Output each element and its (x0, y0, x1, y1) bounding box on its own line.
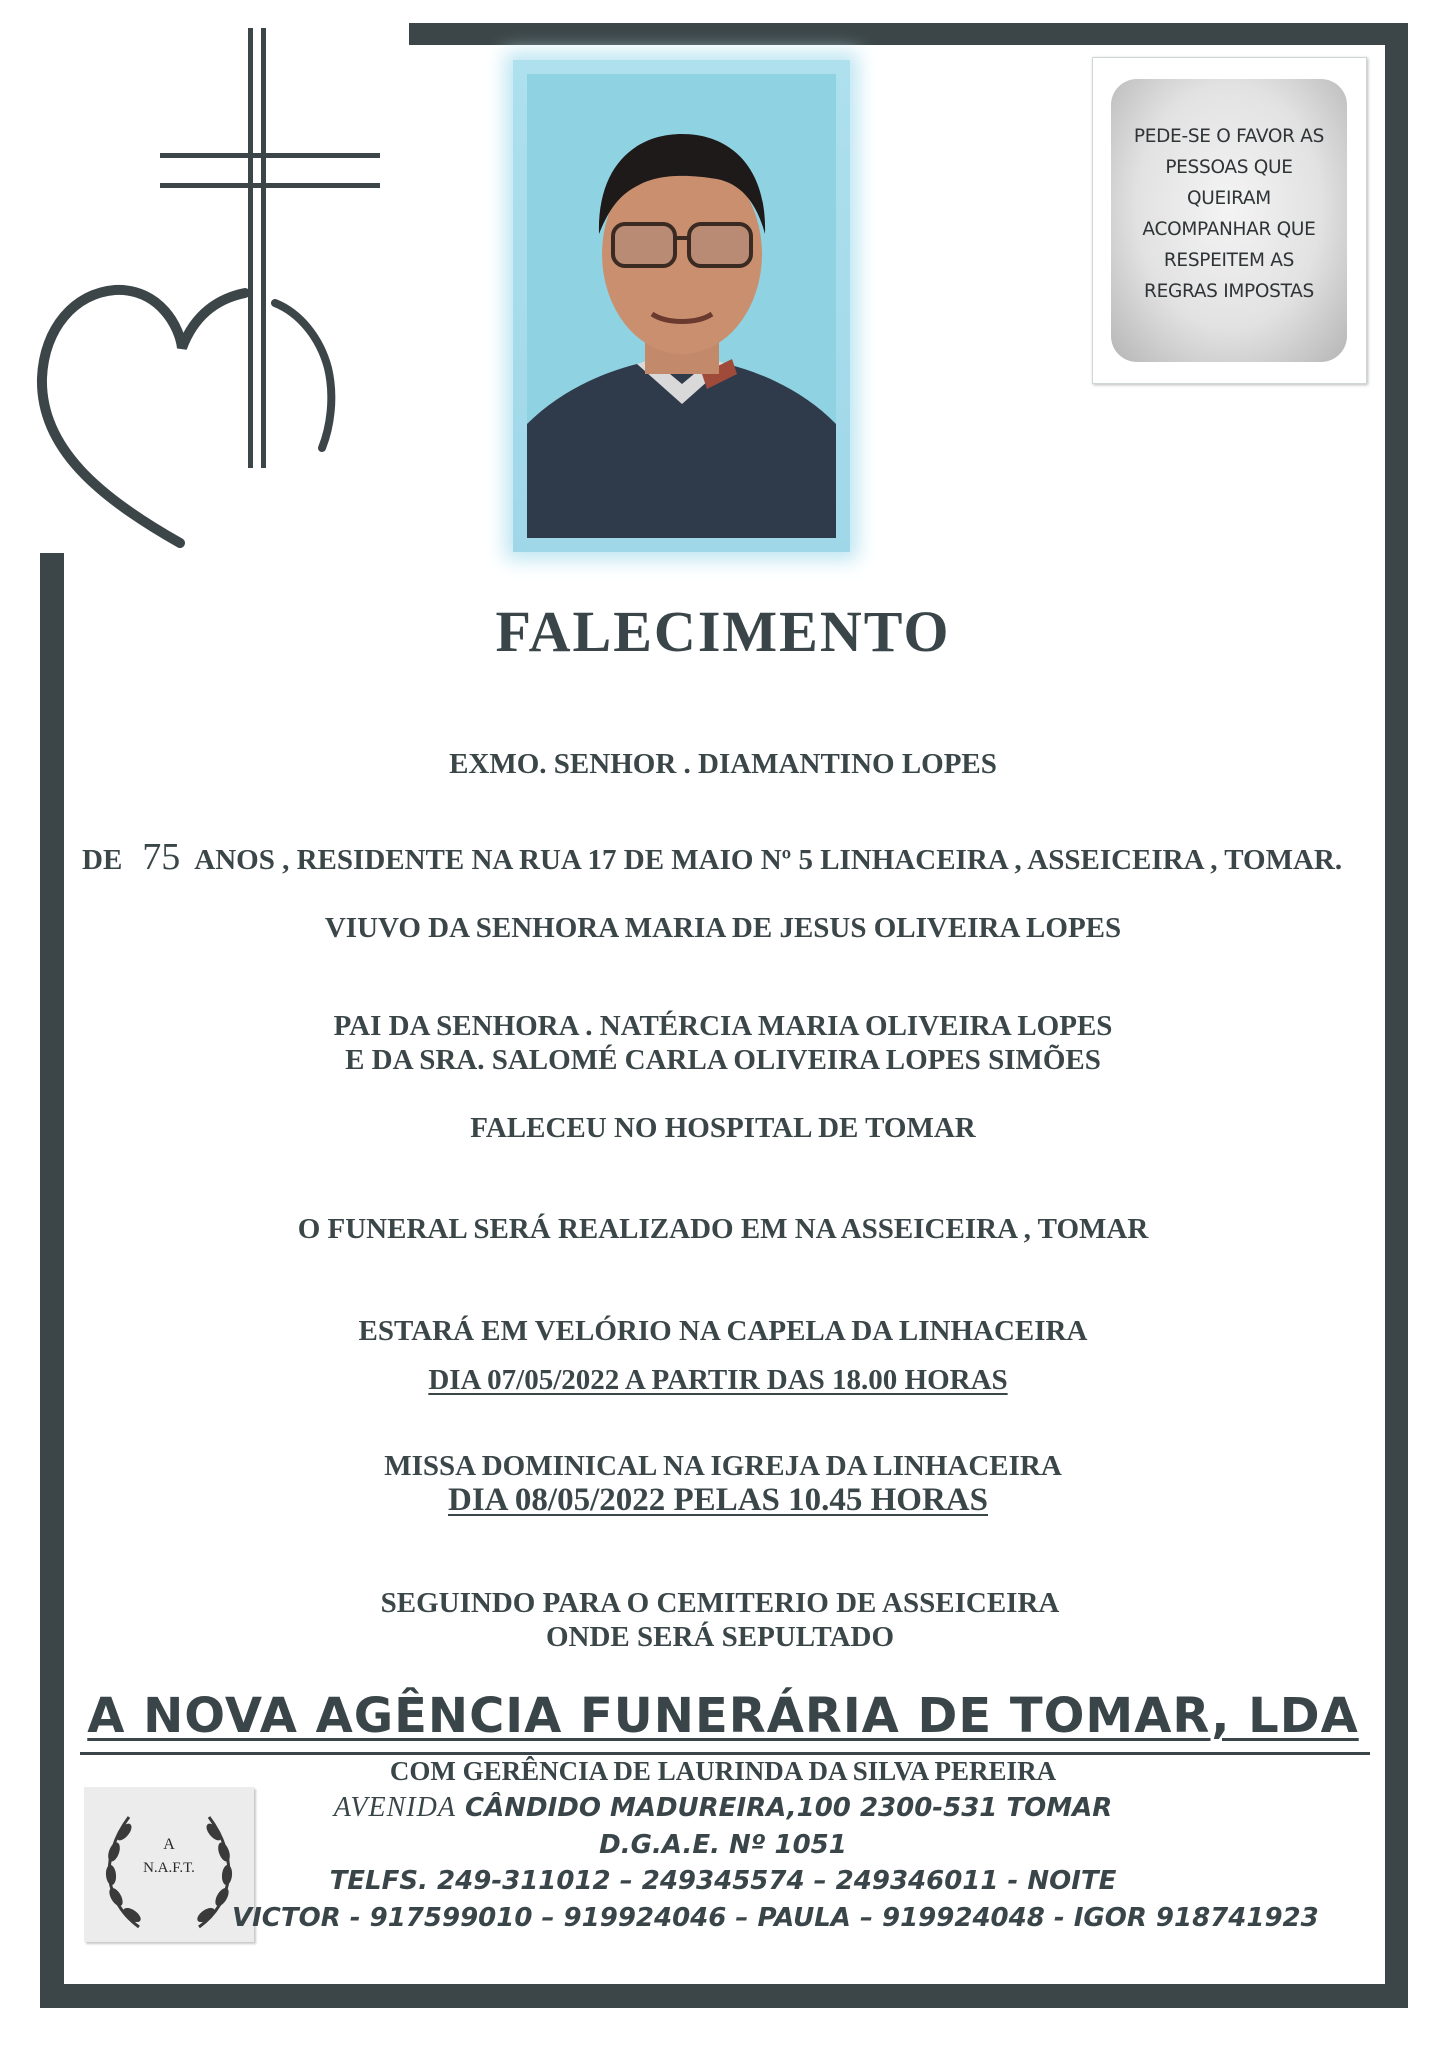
cross-heart-icon (30, 28, 390, 548)
burial-line-1: SEGUINDO PARA O CEMITERIO DE ASSEICEIRA (380, 1587, 1060, 1619)
residence-text: ANOS , RESIDENTE NA RUA 17 DE MAIO Nº 5 LINHACEIRA , ASSEICEIRA , TOMAR. (194, 844, 1343, 876)
age-value: 75 (142, 836, 181, 878)
child-line-1: PAI DA SENHORA . NATÉRCIA MARIA OLIVEIRA LOPES (333, 1010, 1113, 1042)
agency-divider (80, 1752, 1370, 1755)
mass-place: MISSA DOMINICAL NA IGREJA DA LINHACEIRA (384, 1450, 1062, 1482)
deceased-name: EXMO. SENHOR . DIAMANTINO LOPES (449, 748, 997, 780)
address-rest: CÂNDIDO MADUREIRA,100 2300-531 TOMAR (455, 1793, 1113, 1823)
seal-letter: A (163, 1836, 175, 1853)
portrait-frame (513, 60, 850, 552)
spouse-line: VIUVO DA SENHORA MARIA DE JESUS OLIVEIRA LOPES (324, 912, 1122, 944)
frame-top-border (409, 23, 1408, 45)
agency-manager: COM GERÊNCIA DE LAURINDA DA SILVA PEREIRA (389, 1756, 1057, 1786)
funeral-location: O FUNERAL SERÁ REALIZADO EM NA ASSEICEIRA , TOMAR (297, 1213, 1149, 1245)
agency-address (0, 1792, 1446, 1824)
wake-place: ESTARÁ EM VELÓRIO NA CAPELA DA LINHACEIRA (358, 1315, 1088, 1347)
notice-text: PEDE-SE O FAVOR AS PESSOAS QUE QUEIRAM ACOMPANHAR QUE RESPEITEM AS REGRAS IMPOSTAS (1133, 126, 1325, 302)
burial-line-2: ONDE SERÁ SEPULTADO (545, 1621, 895, 1653)
seal-text: N.A.F.T. (143, 1860, 195, 1876)
night-contacts: VICTOR - 917599010 – 919924046 – PAULA – 919924048 - IGOR 918741923 (232, 1903, 1319, 1933)
agency-phones: TELFS. 249-311012 – 249345574 – 249346011 - NOITE (329, 1866, 1117, 1896)
place-of-death: FALECEU NO HOSPITAL DE TOMAR (470, 1112, 976, 1144)
agency-name: A NOVA AGÊNCIA FUNERÁRIA DE TOMAR, LDA (87, 1688, 1359, 1744)
portrait-photo (527, 74, 836, 538)
address-lead: AVENIDA (333, 1792, 456, 1823)
agency-license: D.G.A.E. Nº 1051 (599, 1830, 847, 1860)
notice-card (1092, 57, 1367, 384)
wake-time: DIA 07/05/2022 A PARTIR DAS 18.00 HORAS (428, 1364, 1008, 1396)
page-title: FALECIMENTO (495, 599, 951, 664)
notice-plaque (1111, 79, 1347, 362)
age-prefix: DE (82, 844, 123, 876)
frame-bottom-border (40, 1984, 1408, 2008)
age-residence-line (82, 835, 1342, 879)
child-line-2: E DA SRA. SALOMÉ CARLA OLIVEIRA LOPES SIMÕES (345, 1044, 1101, 1076)
mass-time: DIA 08/05/2022 PELAS 10.45 HORAS (448, 1482, 988, 1518)
